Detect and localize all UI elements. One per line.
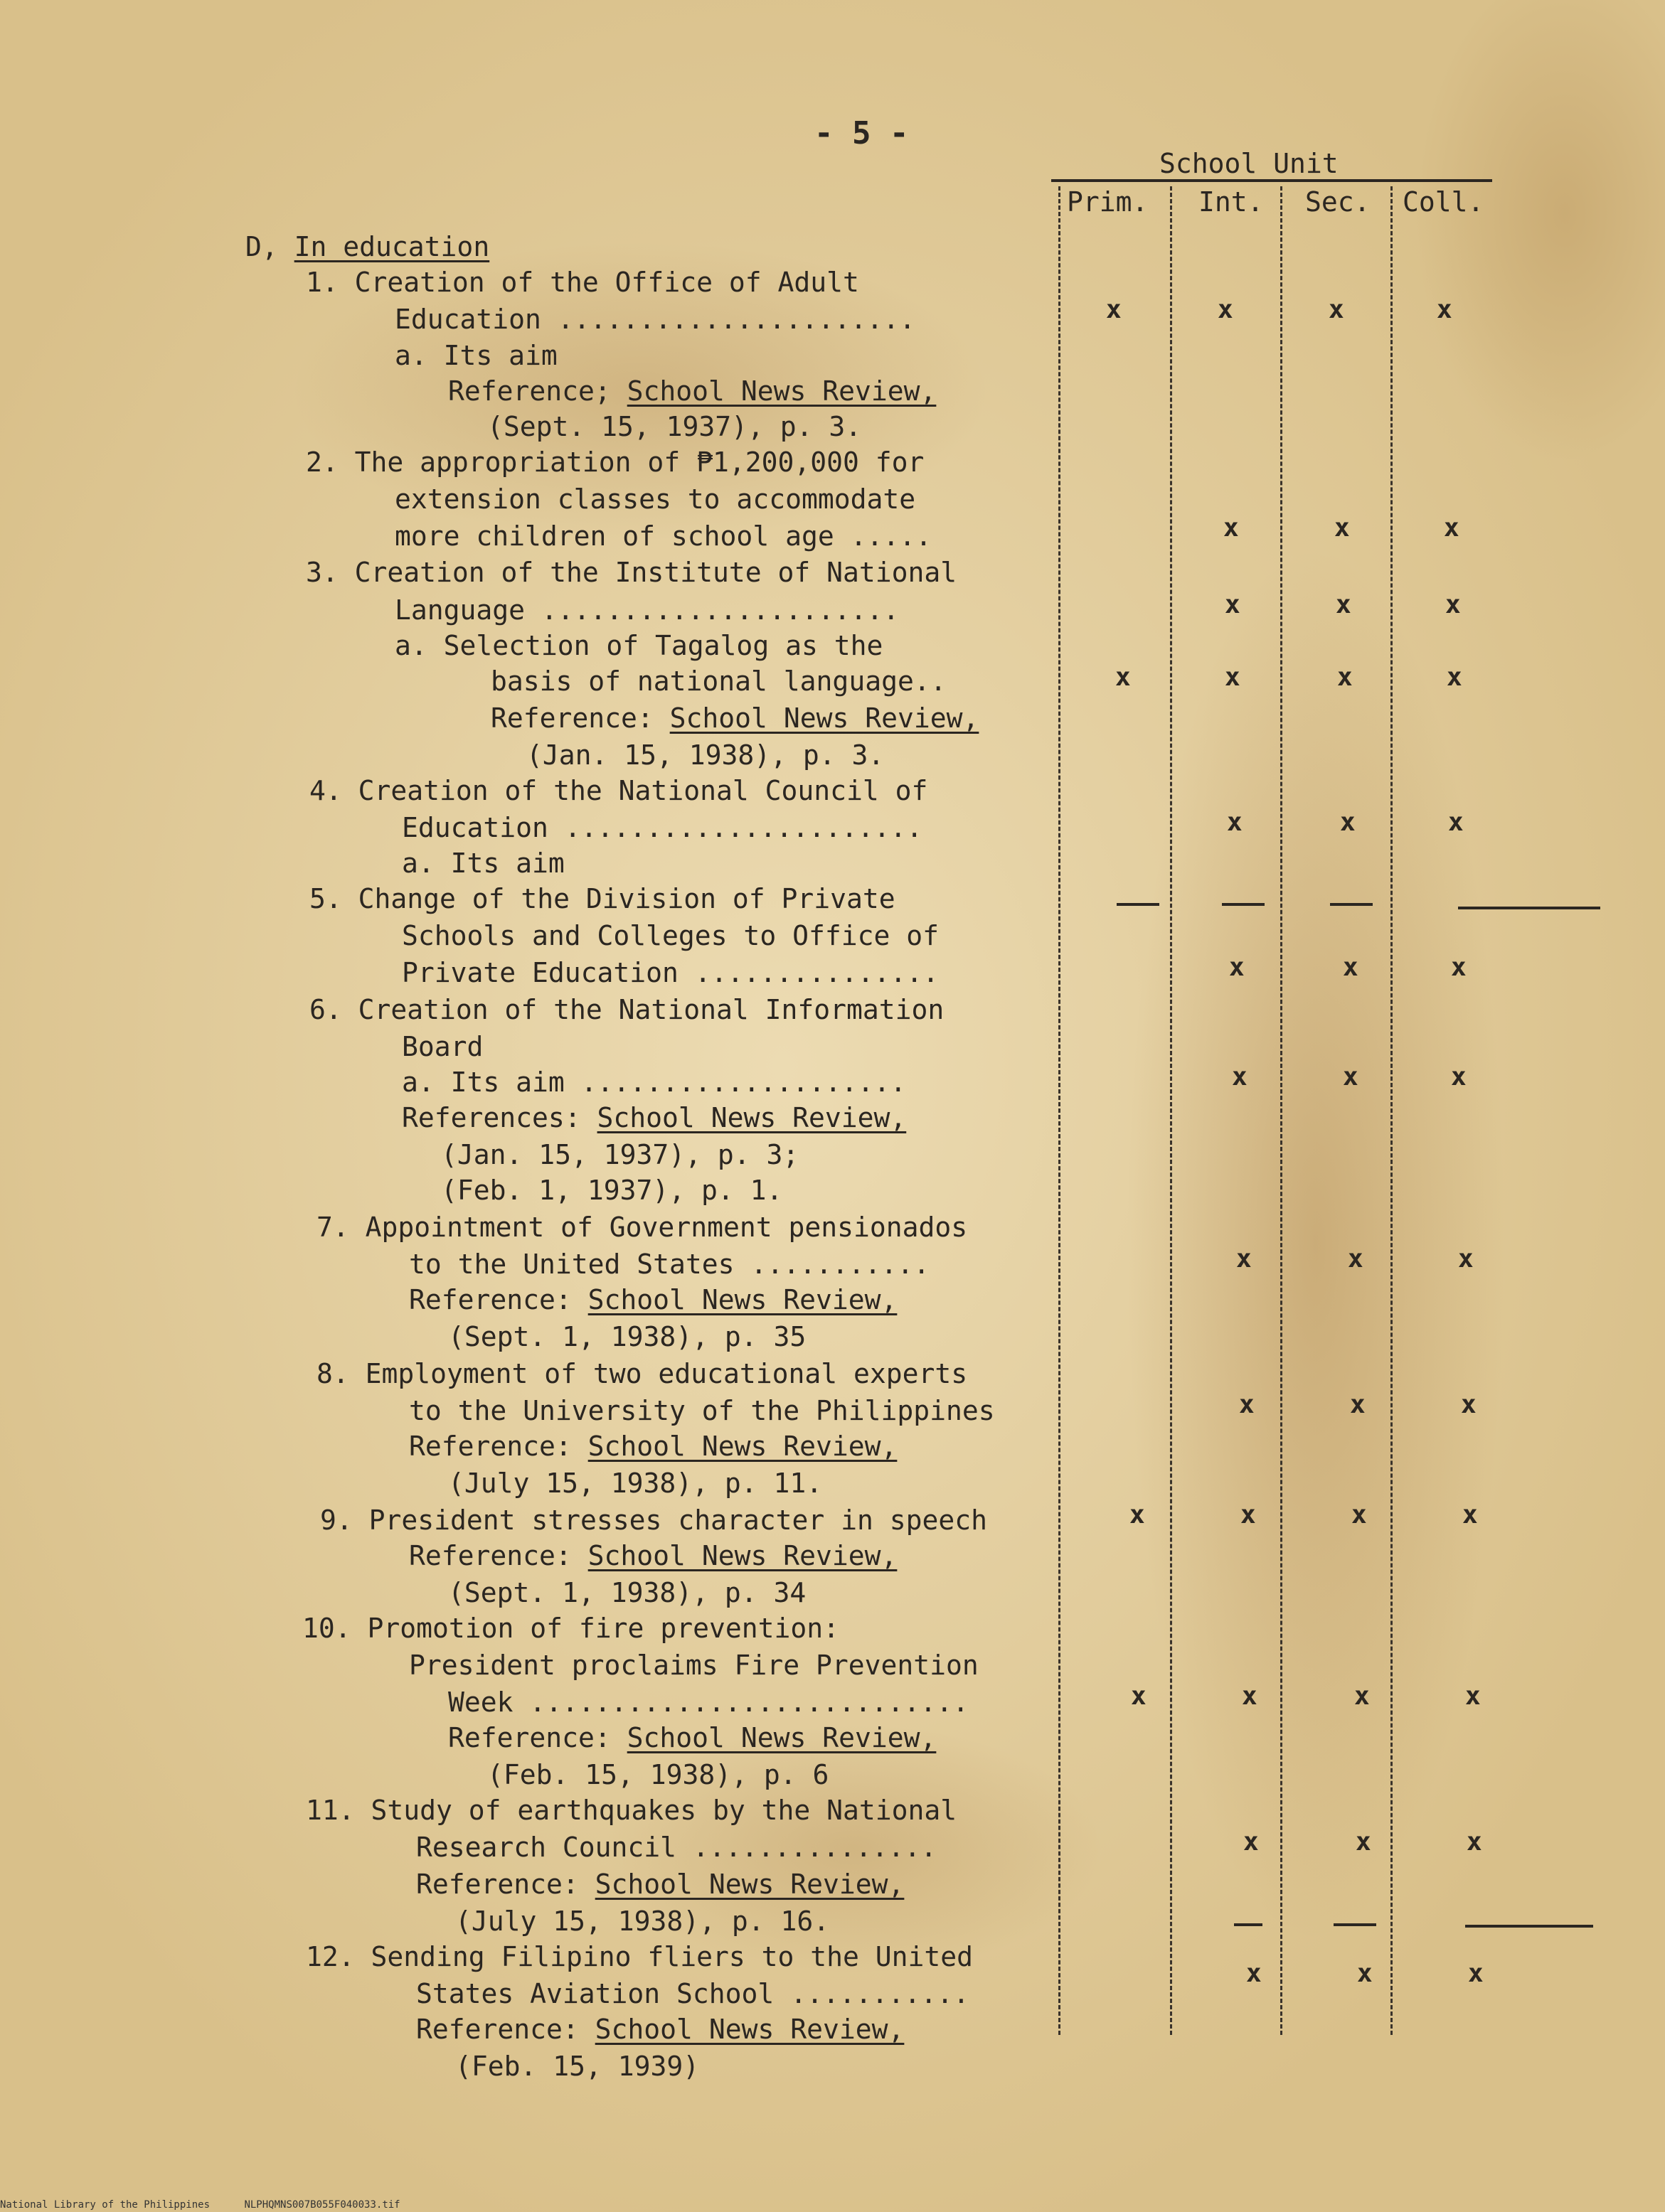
list-item-line: 10. Promotion of fire prevention: <box>302 1613 839 1644</box>
check-mark: x <box>1354 1682 1370 1711</box>
reference-title: School News Review, <box>587 1540 898 1571</box>
blank-dash <box>1465 1925 1593 1928</box>
list-item-line: to the United States ........... <box>409 1249 930 1280</box>
reference-title: School News Review, <box>627 1722 937 1753</box>
reference-line: Reference: School News Review, <box>409 1431 898 1462</box>
footer-filename: NLPHQMNS007B055F040033.tif <box>244 2199 400 2211</box>
check-mark: x <box>1225 590 1240 619</box>
check-mark: x <box>1115 663 1131 692</box>
list-item-line: 8. Employment of two educational experts <box>316 1358 968 1389</box>
check-mark: x <box>1334 513 1350 543</box>
reference-line: Reference: School News Review, <box>409 1284 898 1315</box>
list-item-line: Board <box>402 1031 484 1062</box>
list-item-line: a. Its aim <box>402 848 565 879</box>
check-mark: x <box>1131 1682 1147 1711</box>
check-mark: x <box>1340 808 1356 837</box>
check-mark: x <box>1242 1682 1257 1711</box>
check-mark: x <box>1467 1827 1482 1856</box>
school-unit-title: School Unit <box>1159 148 1339 179</box>
check-mark: x <box>1236 1244 1252 1273</box>
list-item-line: to the University of the Philippines <box>409 1395 995 1426</box>
archive-footer <box>0 2199 400 2211</box>
col-head-prim: Prim. <box>1067 186 1149 218</box>
check-mark: x <box>1444 513 1459 543</box>
check-mark: x <box>1447 663 1462 692</box>
reference-title: School News Review, <box>627 375 937 407</box>
list-item-line: 12. Sending Filipino fliers to the United <box>306 1941 973 1972</box>
check-mark: x <box>1337 663 1353 692</box>
reference-title: School News Review, <box>587 1284 898 1315</box>
check-mark: x <box>1246 1959 1262 1988</box>
list-item-line: 3. Creation of the Institute of National <box>306 557 957 588</box>
reference-title: School News Review, <box>595 1869 905 1900</box>
list-item-line: Education ...................... <box>395 304 916 335</box>
col-head-coll: Coll. <box>1403 186 1484 218</box>
list-item-line: basis of national language.. <box>491 666 947 697</box>
check-mark: x <box>1243 1827 1259 1856</box>
column-divider <box>1170 186 1172 2035</box>
check-mark: x <box>1343 1062 1358 1091</box>
list-item-line: Language ...................... <box>395 594 900 626</box>
check-mark: x <box>1350 1390 1366 1419</box>
reference-line: Reference: School News Review, <box>416 2014 905 2045</box>
check-mark: x <box>1218 295 1233 324</box>
check-mark: x <box>1462 1500 1478 1529</box>
check-mark: x <box>1451 1062 1467 1091</box>
header-rule <box>1051 179 1492 182</box>
blank-dash <box>1458 907 1600 909</box>
blank-dash <box>1222 903 1265 906</box>
check-mark: x <box>1227 808 1243 837</box>
reference-citation: (Sept. 1, 1938), p. 34 <box>448 1577 807 1608</box>
reference-citation: (Jan. 15, 1938), p. 3. <box>526 739 885 771</box>
list-item-line: President proclaims Fire Prevention <box>409 1650 979 1681</box>
column-divider <box>1390 186 1393 2035</box>
check-mark: x <box>1451 953 1467 982</box>
check-mark: x <box>1445 590 1461 619</box>
check-mark: x <box>1356 1827 1371 1856</box>
list-item-line: extension classes to accommodate <box>395 483 916 515</box>
column-divider <box>1058 186 1060 2035</box>
list-item-line: 1. Creation of the Office of Adult <box>306 267 859 298</box>
reference-title: School News Review, <box>597 1102 907 1133</box>
col-head-int: Int. <box>1198 186 1264 218</box>
reference-line: Reference: School News Review, <box>416 1869 905 1900</box>
list-item-line: 2. The appropriation of ₱1,200,000 for <box>306 447 925 478</box>
list-item-line: a. Selection of Tagalog as the <box>395 630 883 661</box>
section-heading <box>245 231 489 262</box>
blank-dash <box>1117 903 1159 906</box>
list-item-line: a. Its aim <box>395 340 558 371</box>
reference-line: Reference: School News Review, <box>491 702 979 734</box>
check-mark: x <box>1437 295 1452 324</box>
reference-line: Reference: School News Review, <box>409 1540 898 1571</box>
list-item-line: a. Its aim .................... <box>402 1067 907 1098</box>
list-item-line: 7. Appointment of Government pensionados <box>316 1212 968 1243</box>
check-mark: x <box>1357 1959 1373 1988</box>
reference-citation: (Jan. 15, 1937), p. 3; <box>441 1139 799 1170</box>
reference-title: School News Review, <box>669 702 979 734</box>
list-item-line: Education ...................... <box>402 812 923 843</box>
check-mark: x <box>1336 590 1351 619</box>
reference-title: School News Review, <box>587 1431 898 1462</box>
check-mark: x <box>1129 1500 1145 1529</box>
check-mark: x <box>1239 1390 1255 1419</box>
check-mark: x <box>1351 1500 1367 1529</box>
check-mark: x <box>1106 295 1122 324</box>
blank-dash <box>1330 903 1373 906</box>
list-item-line: Research Council ............... <box>416 1832 937 1863</box>
reference-line: Reference: School News Review, <box>448 1722 937 1753</box>
check-mark: x <box>1229 953 1245 982</box>
reference-title: School News Review, <box>595 2014 905 2045</box>
check-mark: x <box>1348 1244 1363 1273</box>
check-mark: x <box>1232 1062 1248 1091</box>
list-item-line: 6. Creation of the National Information <box>309 994 945 1025</box>
check-mark: x <box>1461 1390 1477 1419</box>
check-mark: x <box>1458 1244 1474 1273</box>
reference-citation: (July 15, 1938), p. 16. <box>455 1906 830 1937</box>
check-mark: x <box>1448 808 1464 837</box>
col-head-sec: Sec. <box>1305 186 1371 218</box>
reference-citation: (July 15, 1938), p. 11. <box>448 1468 823 1499</box>
list-item-line: 9. President stresses character in speech <box>320 1505 987 1536</box>
section-title: In education <box>294 231 490 262</box>
check-mark: x <box>1223 513 1239 543</box>
check-mark: x <box>1240 1500 1256 1529</box>
footer-library: National Library of the Philippines <box>0 2199 211 2211</box>
check-mark: x <box>1468 1959 1484 1988</box>
list-item-line: 4. Creation of the National Council of <box>309 775 928 806</box>
list-item-line: Schools and Colleges to Office of <box>402 920 939 951</box>
reference-citation: (Feb. 15, 1938), p. 6 <box>487 1759 829 1790</box>
reference-citation: (Feb. 15, 1939) <box>455 2051 700 2082</box>
column-divider <box>1280 186 1282 2035</box>
reference-line: Reference; School News Review, <box>448 375 937 407</box>
reference-citation: (Sept. 15, 1937), p. 3. <box>487 411 862 442</box>
blank-dash <box>1234 1923 1262 1926</box>
reference-citation: (Sept. 1, 1938), p. 35 <box>448 1321 807 1352</box>
section-letter: D, <box>245 231 278 262</box>
list-item-line: States Aviation School ........... <box>416 1978 969 2009</box>
page-number: - 5 - <box>814 115 909 151</box>
list-item-line: Private Education ............... <box>402 957 939 988</box>
list-item-line: Week ........................... <box>448 1687 969 1718</box>
check-mark: x <box>1225 663 1240 692</box>
list-item-line: 5. Change of the Division of Private <box>309 883 895 914</box>
list-item-line: 11. Study of earthquakes by the National <box>306 1795 957 1826</box>
reference-citation: (Feb. 1, 1937), p. 1. <box>441 1175 783 1206</box>
reference-line: References: School News Review, <box>402 1102 907 1133</box>
check-mark: x <box>1329 295 1344 324</box>
check-mark: x <box>1465 1682 1481 1711</box>
check-mark: x <box>1343 953 1358 982</box>
blank-dash <box>1334 1923 1376 1926</box>
list-item-line: more children of school age ..... <box>395 520 932 552</box>
